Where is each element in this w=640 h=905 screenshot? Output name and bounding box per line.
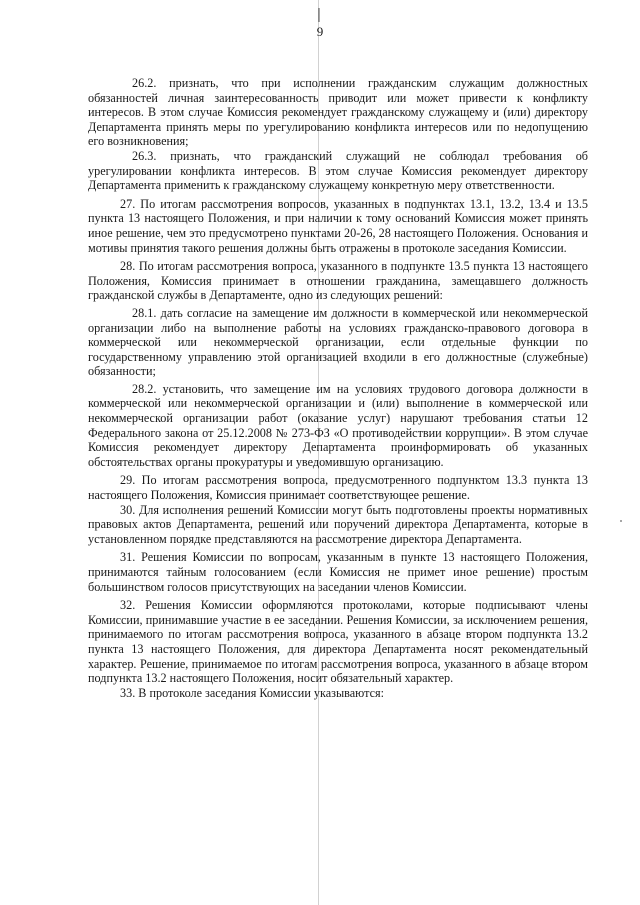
paragraph-33: 33. В протоколе заседания Комиссии указываются:	[120, 685, 384, 700]
paragraph-31: 31. Решения Комиссии по вопросам, указанным в пункте 13 настоящего Положения, принимаются тайным голосованием (если Комиссия не примет иное решение) простым большинством голосов присутствующих на заседании членов Комиссии.	[88, 550, 588, 594]
paragraph-32: 32. Решения Комиссии оформляются протоколами, которые подписывают члены Комиссии, принимавшие участие в ее заседании. Решения Комиссии, за исключением решения, принимаемого по итогам рассмотрения вопроса, указанного в абзаце втором подпункта 13.2 пункта 13 настоящего Положения, для директора Департамента носят рекомендательный характер. Решение, принимаемое по итогам рассмотрения вопроса, указанного в абзаце втором подпункта 13.2 настоящего Положения, носит обязательный характер.	[88, 598, 588, 686]
paragraph-28-2: 28.2. установить, что замещение им на условиях трудового договора должности в коммерческой или некоммерческой организации и (или) выполнение в коммерческой или некоммерческой организации работ (оказание услуг) нарушают требования статьи 12 Федерального закона от 25.12.2008 № 273-ФЗ «О противодействии коррупции». В этом случае Комиссия рекомендует директору Департамента проинформировать об указанных обстоятельствах органы прокуратуры и уведомившую организацию.	[88, 381, 588, 469]
paragraph-26-2: 26.2. признать, что при исполнении гражданским служащим должностных обязанностей личная заинтересованность приводит или может привести к конфликту интересов. В этом случае Комиссия рекомендует гражданскому служащему и (или) директору Департамента принять меры по урегулированию конфликта интересов или по недопущению его возникновения;	[88, 76, 588, 149]
paragraph-28: 28. По итогам рассмотрения вопроса, указанного в подпункте 13.5 пункта 13 настоящего Положения, Комиссия принимает в отношении гражданина, замещавшего должность гражданской службы в Департаменте, одно из следующих решений:	[88, 259, 588, 303]
paragraph-29: 29. По итогам рассмотрения вопроса, предусмотренного подпунктом 13.3 пункта 13 настоящего Положения, Комиссия принимает соответствующее решение.	[88, 473, 588, 503]
document-body	[88, 76, 588, 700]
scan-speck	[620, 520, 622, 522]
scan-mark	[318, 8, 320, 22]
page-number: 9	[316, 24, 324, 39]
paragraph-30: 30. Для исполнения решений Комиссии могут быть подготовлены проекты нормативных правовых актов Департамента, решений или поручений директора Департамента, которые в установленном порядке представляются на рассмотрение директора Департамента.	[88, 502, 588, 546]
paragraph-26-3: 26.3. признать, что гражданский служащий не соблюдал требования об урегулировании конфликта интересов. В этом случае Комиссия рекомендует директору Департамента применить к гражданскому служащему конкретную меру ответственности.	[88, 148, 588, 193]
paragraph-28-1: 28.1. дать согласие на замещение им должности в коммерческой или некоммерческой организации либо на выполнение работы на условиях гражданско-правового договора в коммерческой или некоммерческой организации, если отдельные функции по государственному управлению этой организацией входили в его должностные (служебные) обязанности;	[88, 305, 588, 379]
paragraph-27: 27. По итогам рассмотрения вопросов, указанных в подпунктах 13.1, 13.2, 13.4 и 13.5 пункта 13 настоящего Положения, и при наличии к тому оснований Комиссия может принять иное решение, чем это предусмотрено пунктами 20-26, 28 настоящего Положения. Основания и мотивы принятия такого решения должны быть отражены в протоколе заседания Комиссии.	[88, 196, 588, 255]
